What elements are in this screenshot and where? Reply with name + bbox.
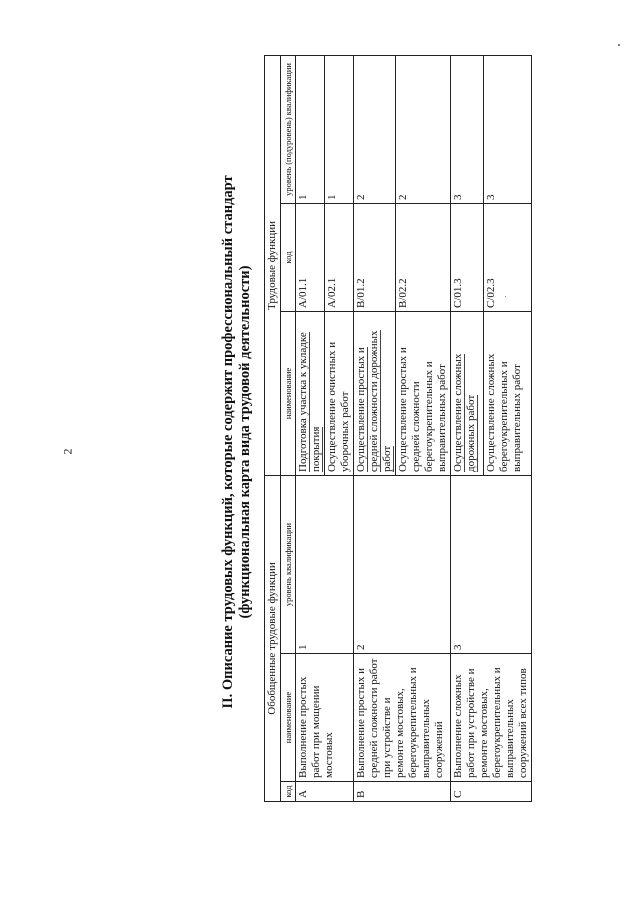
function-name: Осуществление очистных и уборочных работ: [325, 311, 354, 475]
function-name: [354, 311, 396, 475]
function-code: B/02.2: [396, 203, 451, 311]
scan-speck: [618, 44, 620, 46]
function-level: 2: [354, 55, 396, 203]
function-code: C/02.3: [484, 203, 532, 311]
header-generalized-functions: Обобщенные трудовые функции: [265, 475, 281, 801]
table-row: [451, 55, 484, 801]
generalized-level: 3: [451, 475, 532, 653]
page-number: 2: [60, 448, 75, 455]
generalized-code: C: [451, 782, 532, 802]
generalized-code: B: [354, 782, 451, 802]
title-line-1: II. Описание трудовых функций, которые содержит профессиональный стандарт: [220, 175, 236, 709]
function-code: B/01.2: [354, 203, 396, 311]
generalized-code: A: [296, 782, 354, 802]
function-name: [296, 311, 325, 475]
header-function-level: уровень (подуровень) квалификации: [281, 55, 296, 203]
function-name: Осуществление сложных берегоукрепительных и выправительных работ: [484, 311, 532, 475]
functional-map-table: [264, 55, 532, 802]
header-function-name: наименование: [281, 311, 296, 475]
header-name: наименование: [281, 654, 296, 782]
function-name-text: Осуществление сложных дорожных работ: [452, 353, 477, 472]
header-code: код: [281, 782, 296, 802]
function-name: [451, 311, 484, 475]
function-level: 3: [484, 55, 532, 203]
generalized-level: 2: [354, 475, 451, 653]
header-qualification-level: уровень квалификации: [281, 475, 296, 653]
function-level: 1: [325, 55, 354, 203]
title-line-2: (функциональная карта вида трудовой деятельности): [237, 265, 253, 619]
function-level: 2: [396, 55, 451, 203]
rotated-content: [220, 52, 640, 852]
generalized-name: Выполнение сложных работ при устройстве и ремонте мостовых, берегоукрепительных и выправительных сооружений всех типов: [451, 654, 532, 782]
function-code: A/02.1: [325, 203, 354, 311]
table-row: [296, 55, 325, 801]
header-function-code: код: [281, 203, 296, 311]
header-labor-functions: Трудовые функции: [265, 55, 281, 475]
document-title: [220, 62, 254, 822]
function-name: Осуществление простых и средней сложности берегоукрепительных и выправительных работ: [396, 311, 451, 475]
generalized-name: Выполнение простых и средней сложности работ при устройстве и ремонте мостовых, берегоукрепительных и выправительных сооружений: [354, 654, 451, 782]
table-row: [354, 55, 396, 801]
generalized-level: 1: [296, 475, 354, 653]
generalized-name: Выполнение простых работ при мощении мостовых: [296, 654, 354, 782]
function-code: A/01.1: [296, 203, 325, 311]
function-name-text: Подготовка участка к укладке покрытия: [297, 332, 322, 472]
function-code: C/01.3: [451, 203, 484, 311]
function-name-text: Осуществление простых и средней сложности дорожных работ: [355, 330, 393, 472]
function-level: 3: [451, 55, 484, 203]
function-level: 1: [296, 55, 325, 203]
